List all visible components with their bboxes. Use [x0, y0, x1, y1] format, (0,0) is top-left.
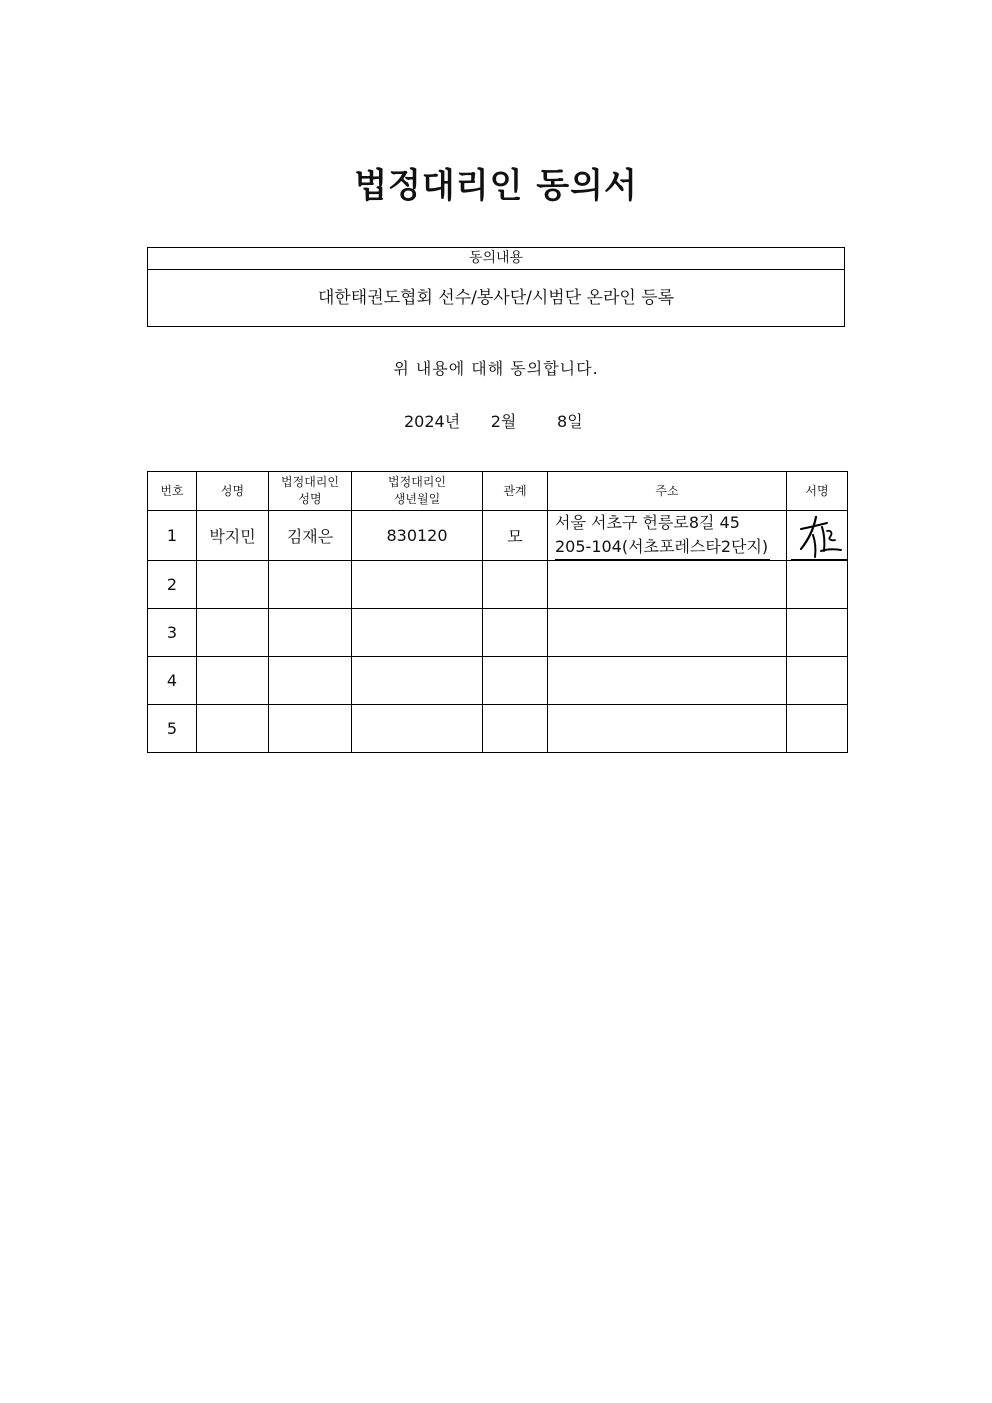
agreement-statement: 위 내용에 대해 동의합니다. [393, 359, 599, 378]
header-name: 성명 [197, 472, 269, 511]
cell-guardian-name [269, 609, 352, 657]
cell-name: 박지민 [197, 511, 269, 561]
cell-guardian-birth [352, 609, 483, 657]
cell-guardian-name: 김재은 [269, 511, 352, 561]
consent-box [147, 247, 845, 327]
header-address: 주소 [548, 472, 787, 511]
address-line-1: 서울 서초구 헌릉로8길 45 [555, 513, 740, 532]
cell-address [548, 657, 787, 705]
consent-header: 동의내용 [148, 248, 844, 270]
header-guardian-name [269, 472, 352, 511]
cell-guardian-birth: 830120 [352, 511, 483, 561]
address-line-2: 205-104(서초포레스타2단지) [555, 535, 770, 560]
cell-name [197, 705, 269, 753]
handwritten-signature [797, 513, 845, 559]
header-guardian-birth-line1: 법정대리인 [388, 475, 446, 489]
cell-no: 4 [148, 657, 197, 705]
cell-name [197, 657, 269, 705]
cell-guardian-name [269, 705, 352, 753]
cell-guardian-birth [352, 705, 483, 753]
signature-underline [791, 559, 847, 560]
cell-signature [787, 609, 848, 657]
header-guardian-birth-line2: 생년월일 [393, 492, 441, 506]
cell-signature [787, 511, 848, 561]
date-line [404, 409, 583, 432]
cell-relation [483, 705, 548, 753]
table-row [148, 705, 848, 753]
cell-no: 3 [148, 609, 197, 657]
table-row [148, 609, 848, 657]
table-row [148, 561, 848, 609]
date-year: 2024년 [404, 412, 461, 431]
cell-address [548, 561, 787, 609]
header-relation: 관계 [483, 472, 548, 511]
cell-address [548, 609, 787, 657]
cell-guardian-name [269, 657, 352, 705]
table-header-row [148, 472, 848, 511]
header-no: 번호 [148, 472, 197, 511]
cell-no: 1 [148, 511, 197, 561]
header-guardian-birth [352, 472, 483, 511]
cell-signature [787, 657, 848, 705]
cell-relation [483, 657, 548, 705]
cell-relation [483, 609, 548, 657]
cell-relation [483, 561, 548, 609]
consent-content: 대한태권도협회 선수/봉사단/시범단 온라인 등록 [317, 288, 675, 308]
cell-guardian-name [269, 561, 352, 609]
header-signature: 서명 [787, 472, 848, 511]
date-month: 2월 [490, 412, 517, 431]
cell-signature [787, 561, 848, 609]
cell-guardian-birth [352, 657, 483, 705]
cell-name [197, 609, 269, 657]
cell-relation: 모 [483, 511, 548, 561]
cell-address [548, 705, 787, 753]
guardian-table [147, 471, 848, 753]
cell-signature [787, 705, 848, 753]
cell-address [548, 511, 787, 561]
table-row [148, 657, 848, 705]
date-day: 8일 [557, 412, 583, 431]
header-guardian-name-line1: 법정대리인 [281, 475, 339, 489]
cell-no: 5 [148, 705, 197, 753]
cell-name [197, 561, 269, 609]
cell-guardian-birth [352, 561, 483, 609]
table-row [148, 511, 848, 561]
cell-no: 2 [148, 561, 197, 609]
header-guardian-name-line2: 성명 [298, 492, 322, 506]
document-title: 법정대리인 동의서 [354, 166, 638, 206]
